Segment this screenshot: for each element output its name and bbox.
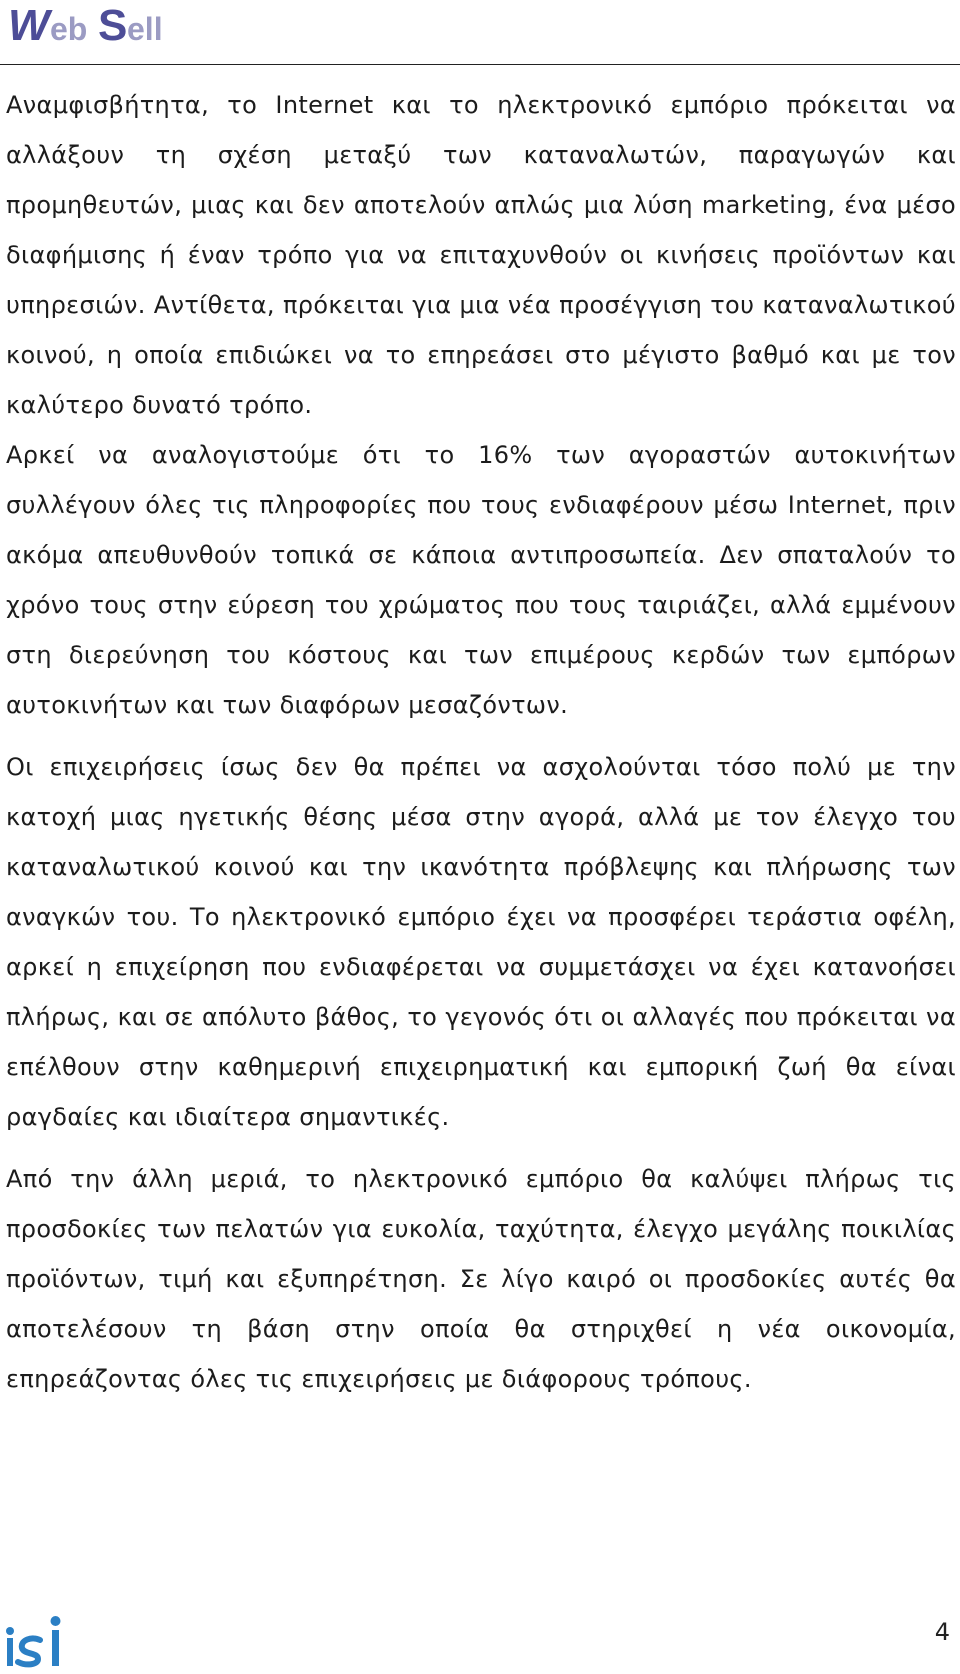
svg-text:ell: ell xyxy=(127,11,163,47)
svg-text:eb: eb xyxy=(50,11,88,47)
svg-text:W: W xyxy=(8,1,50,50)
page-number: 4 xyxy=(934,1618,950,1646)
page-header xyxy=(0,0,960,66)
svg-text:S: S xyxy=(98,1,128,50)
paragraph-4: Από την άλλη μεριά, το ηλεκτρονικό εμπόριο θα καλύψει πλήρως τις προσδοκίες των πελατών για ευκολία, ταχύτητα, έλεγχο μεγάλης ποικιλίας προϊόντων, τιμή και εξυπηρέτηση. Σε λίγο καιρό οι προσδοκίες αυτές θα αποτελέσουν τη βάση στην οποία θα στηριχθεί η νέα οικονομία, επηρεάζοντας όλες τις επιχειρήσεις με διάφορους τρόπους. xyxy=(6,1165,956,1393)
paragraph-3: Οι επιχειρήσεις ίσως δεν θα πρέπει να ασχολούνται τόσο πολύ με την κατοχή μιας ηγετικής θέσης μέσα στην αγορά, αλλά με τον έλεγχο του καταναλωτικού κοινού και την ικανότητα πρόβλεψης και πλήρωσης των αναγκών του. Το ηλεκτρονικό εμπόριο έχει να προσφέρει τεράστια οφέλη, αρκεί η επιχείρηση που ενδιαφέρεται να συμμετάσχει να έχει κατανοήσει πλήρως, και σε απόλυτο βάθος, το γεγονός ότι οι αλλαγές που πρόκειται να επέλθουν στην καθημερινή επιχειρηματική και εμπορική ζωή θα είναι ραγδαίες και ιδιαίτερα σημαντικές. xyxy=(6,753,956,1131)
header-divider xyxy=(0,64,960,65)
isi-logo xyxy=(4,1612,70,1670)
paragraph-2: Αρκεί να αναλογιστούμε ότι το 16% των αγοραστών αυτοκινήτων συλλέγουν όλες τις πληροφορίες που τους ενδιαφέρουν μέσω Internet, πριν ακόμα απευθυνθούν τοπικά σε κάποια αντιπροσωπεία. Δεν σπαταλούν το χρόνο τους στην εύρεση του χρώματος που τους ταιριάζει, αλλά εμμένουν στη διερεύνηση του κόστους και των επιμέρους κερδών των εμπόρων αυτοκινήτων και των διαφόρων μεσαζόντων. xyxy=(6,441,956,719)
document-body xyxy=(6,80,956,1404)
web-sell-logo xyxy=(6,0,181,50)
paragraph-1: Αναμφισβήτητα, το Internet και το ηλεκτρονικό εμπόριο πρόκειται να αλλάξουν τη σχέση μεταξύ των καταναλωτών, παραγωγών και προμηθευτών, μιας και δεν αποτελούν απλώς μια λύση marketing, ένα μέσο διαφήμισης ή έναν τρόπο για να επιταχυνθούν οι κινήσεις προϊόντων και υπηρεσιών. Αντίθετα, πρόκειται για μια νέα προσέγγιση του καταναλωτικού κοινού, η οποία επιδιώκει να το επηρεάσει στο μέγιστο βαθμό και με τον καλύτερο δυνατό τρόπο. xyxy=(6,91,956,419)
